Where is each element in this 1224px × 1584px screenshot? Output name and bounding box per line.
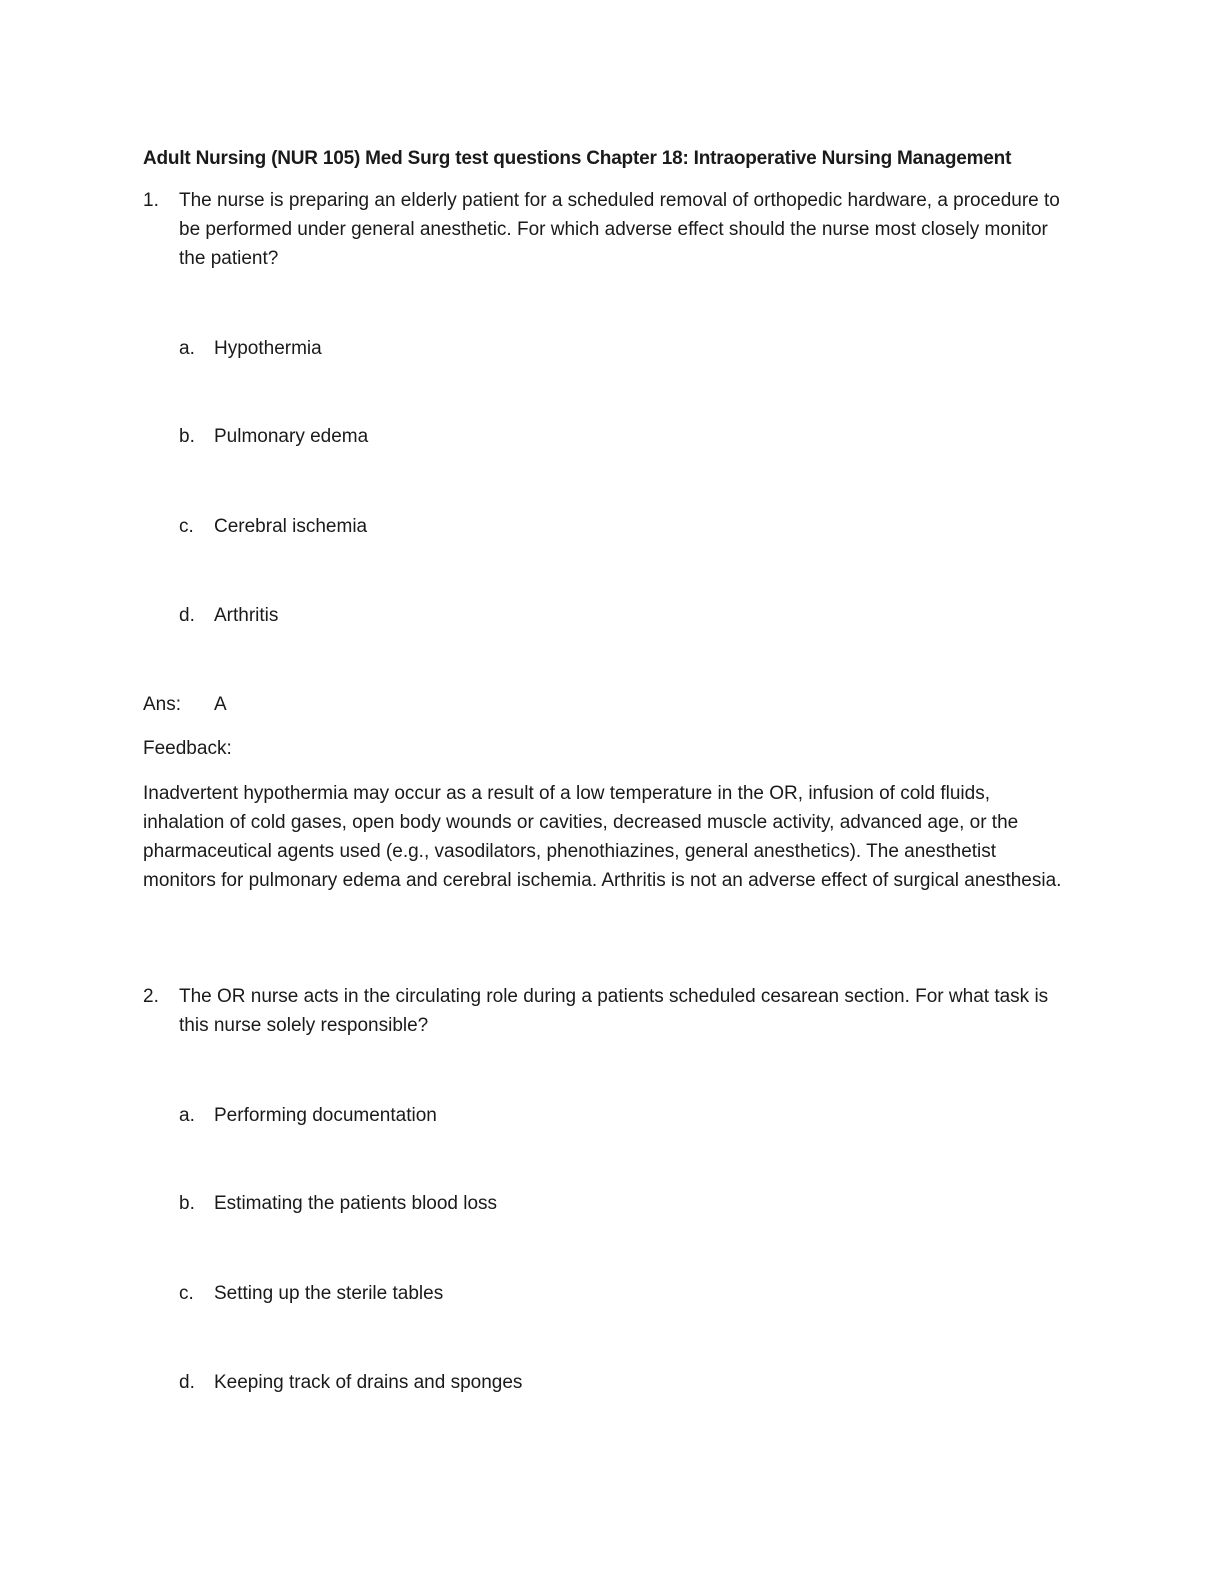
question-2-option-d-text: Keeping track of drains and sponges — [214, 1372, 523, 1393]
question-1-number: 1. — [143, 190, 159, 211]
question-1-option-d-letter: d. — [179, 605, 195, 626]
question-1-answer-label: Ans: — [143, 694, 182, 715]
question-2-option-d-letter: d. — [179, 1372, 195, 1393]
question-1-option-a-letter: a. — [179, 338, 195, 359]
question-1-option-b-text: Pulmonary edema — [214, 426, 369, 447]
question-2-text: The OR nurse acts in the circulating role during a patients scheduled cesarean section. For what task is this nurse solely responsible? — [179, 986, 1049, 1036]
question-2-option-a-text: Performing documentation — [214, 1105, 437, 1126]
question-1-option-c-text: Cerebral ischemia — [214, 516, 368, 537]
question-1-feedback-label: Feedback: — [143, 738, 232, 759]
question-2-number: 2. — [143, 986, 159, 1007]
question-1-text: The nurse is preparing an elderly patient for a scheduled removal of orthopedic hardware, a procedure to be performed under general anesthetic. For which adverse effect should the nurse most closely monitor the patient? — [179, 190, 1060, 269]
question-2-option-c-text: Setting up the sterile tables — [214, 1283, 444, 1304]
document-title: Adult Nursing (NUR 105) Med Surg test questions Chapter 18: Intraoperative Nursing Management — [143, 148, 1012, 169]
question-1-feedback-text: Inadvertent hypothermia may occur as a result of a low temperature in the OR, infusion of cold fluids, inhalation of cold gases, open body wounds or cavities, decreased muscle activity, advanced age, or the pharmaceutical agents used (e.g., vasodilators, phenothiazines, general anesthetics). The anesthetist monitors for pulmonary edema and cerebral ischemia. Arthritis is not an adverse effect of surgical anesthesia. — [143, 783, 1062, 891]
question-2-option-a-letter: a. — [179, 1105, 195, 1126]
question-1-option-b-letter: b. — [179, 426, 195, 447]
question-1-answer-value: A — [214, 694, 227, 715]
question-1-option-a-text: Hypothermia — [214, 338, 322, 359]
question-2-option-b-text: Estimating the patients blood loss — [214, 1193, 498, 1214]
question-2-option-b-letter: b. — [179, 1193, 195, 1214]
question-1-option-c-letter: c. — [179, 516, 194, 537]
question-2-option-c-letter: c. — [179, 1283, 194, 1304]
question-1-option-d-text: Arthritis — [214, 605, 279, 626]
